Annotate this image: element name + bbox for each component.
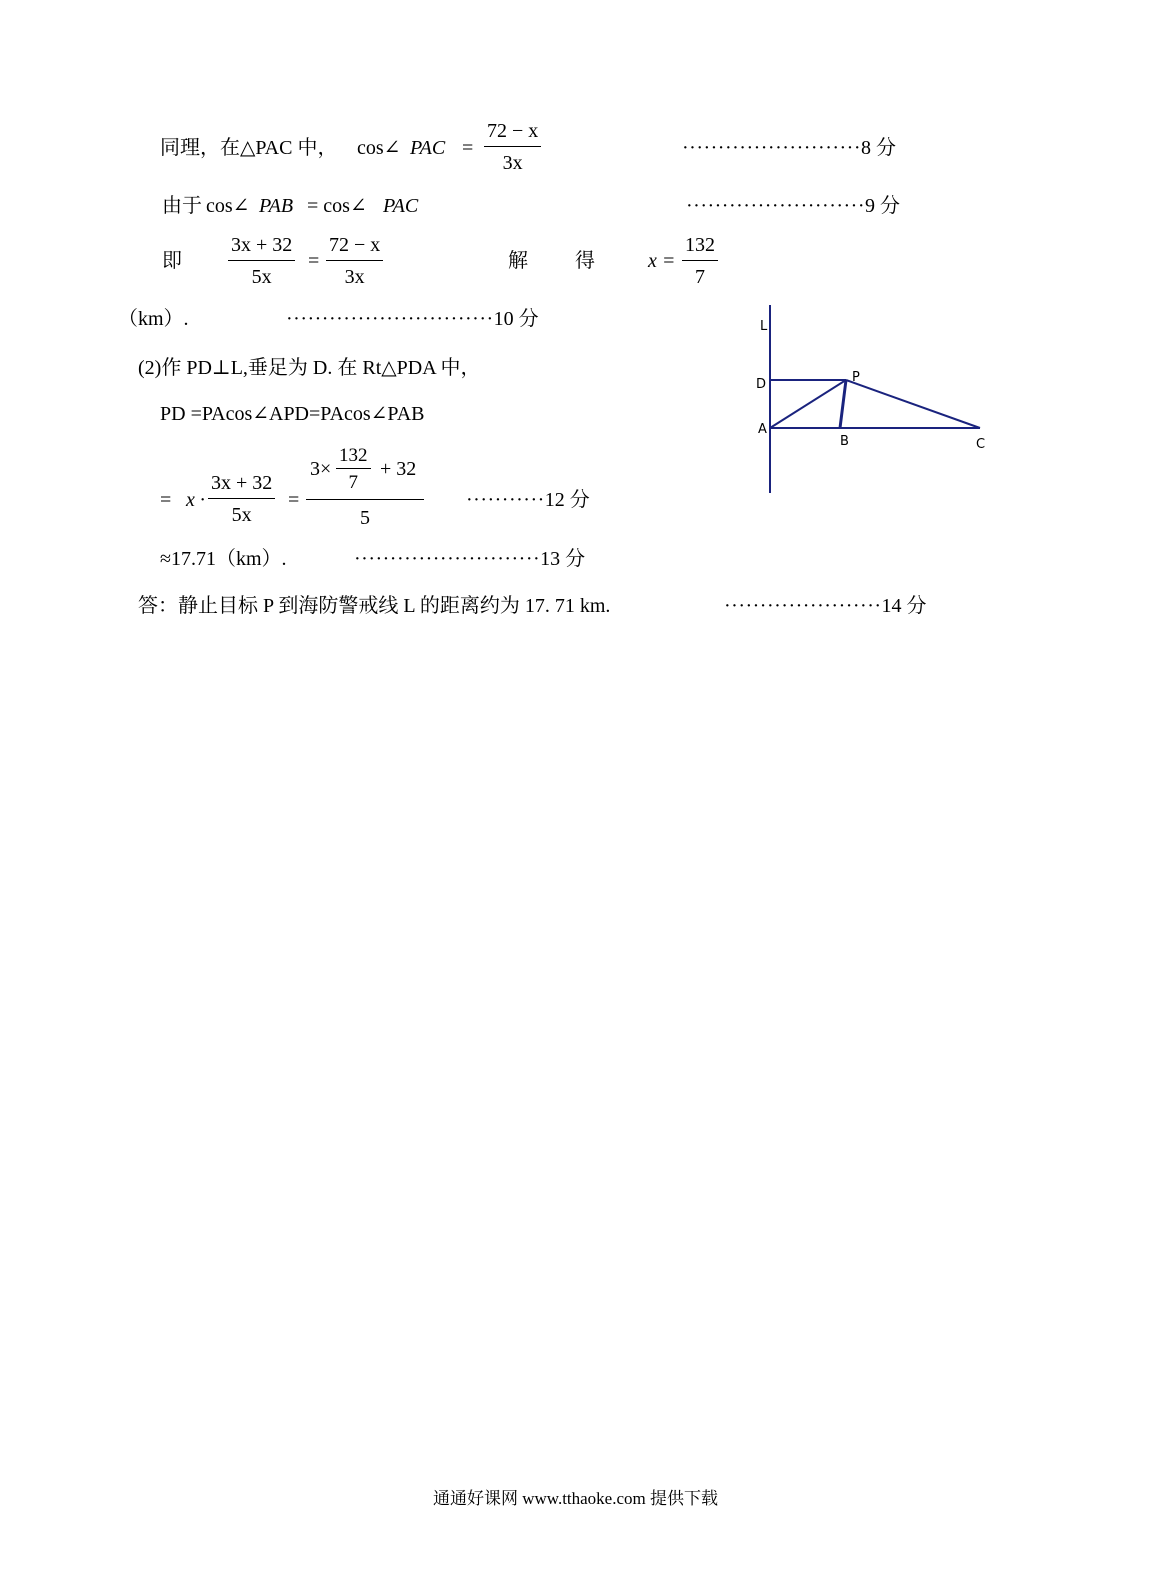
- fraction-denominator: 5: [360, 507, 370, 529]
- line1-fraction: [484, 121, 541, 173]
- line8-text: ≈17.71（km）.: [160, 548, 287, 570]
- leader-dots: ······················: [724, 595, 882, 617]
- leader-dots: ·························: [686, 195, 866, 217]
- fraction-bar: [208, 498, 275, 499]
- line7-fraction-a: [208, 473, 275, 525]
- label-C: C: [976, 437, 986, 452]
- line5-text: (2)作 PD⊥L,垂足为 D. 在 Rt△PDA 中，: [138, 357, 481, 379]
- score-label: 9 分: [865, 195, 901, 217]
- score-label: 13 分: [540, 548, 586, 570]
- leader-dots: ·························: [682, 137, 862, 159]
- line9-answer: 答：静止目标 P 到海防警戒线 L 的距离约为 17. 71 km.: [138, 595, 611, 617]
- fraction-bar: [682, 260, 718, 261]
- fraction-denominator: 7: [348, 472, 358, 493]
- fraction-bar: [484, 146, 541, 147]
- leader-dots: ··························: [354, 548, 541, 570]
- line6-text: PD =PAcos∠APD=PAcos∠PAB: [160, 403, 425, 425]
- line3-equals: =: [308, 250, 320, 272]
- line2-equals-cos: = cos∠: [307, 195, 367, 217]
- fraction-denominator: 3x: [502, 152, 523, 174]
- score-label: 14 分: [881, 595, 927, 617]
- line3-de: 得: [575, 250, 595, 272]
- line2-var-b: PAC: [383, 195, 419, 217]
- nested-fraction: [336, 446, 371, 492]
- fraction-numerator: 3x + 32: [231, 234, 293, 256]
- line2-score: [686, 196, 900, 216]
- line8-score: [354, 549, 585, 569]
- fraction-numerator: 132: [339, 445, 368, 466]
- line1-equals: =: [462, 137, 474, 159]
- label-L: L: [760, 319, 768, 334]
- leader-dots: ···········: [466, 489, 545, 511]
- line3-fraction-a: [228, 235, 295, 287]
- segment-PB: [840, 380, 846, 428]
- line3-jie: 解: [508, 250, 528, 272]
- fraction-bar: [228, 260, 295, 261]
- segment-PC: [846, 380, 980, 428]
- line2-prefix: 由于: [162, 195, 202, 217]
- line1-score: [682, 138, 896, 158]
- line2-cos-a: cos∠: [206, 195, 250, 217]
- label-D: D: [756, 377, 767, 392]
- label-A: A: [758, 422, 767, 437]
- fraction-bar: [306, 499, 424, 500]
- score-label: 10 分: [493, 308, 539, 330]
- line3-fraction-b: [326, 235, 383, 287]
- fraction-numerator: 72 − x: [329, 234, 381, 256]
- line3-ji: 即: [162, 250, 182, 272]
- line7-equals-2: =: [288, 489, 300, 511]
- line4-score: [286, 309, 539, 329]
- line7-x: x ·: [186, 489, 205, 511]
- line1-prefix: 同理，在△PAC 中，: [160, 137, 338, 159]
- line1-var: PAC: [410, 137, 446, 159]
- page-footer: 通通好课网 www.tthaoke.com 提供下载: [432, 1489, 719, 1508]
- geometry-figure: [740, 295, 1000, 500]
- fraction-numerator: 72 − x: [487, 120, 539, 142]
- fraction-denominator: 5x: [251, 266, 272, 288]
- line3-x: x =: [648, 250, 676, 272]
- fraction-denominator: 7: [695, 266, 705, 288]
- line7-fraction-b: [306, 446, 426, 532]
- line1-cos: cos∠: [357, 137, 401, 159]
- segment-AP: [770, 380, 846, 428]
- fraction-numerator: 3x + 32: [211, 472, 273, 494]
- compound-numerator-prefix: 3×: [310, 458, 332, 480]
- fraction-denominator: 5x: [231, 504, 252, 526]
- line4-unit: （km）.: [118, 308, 189, 330]
- score-label: 8 分: [861, 137, 897, 159]
- fraction-bar: [336, 468, 371, 469]
- line3-fraction-c: [682, 235, 718, 287]
- fraction-denominator: 3x: [344, 266, 365, 288]
- compound-numerator-suffix: + 32: [380, 458, 417, 480]
- line2-var-a: PAB: [259, 195, 294, 217]
- label-B: B: [840, 434, 849, 449]
- line7-score: [466, 490, 590, 510]
- line7-equals: =: [160, 489, 172, 511]
- label-P: P: [852, 370, 860, 385]
- score-label: 12 分: [544, 489, 590, 511]
- fraction-numerator: 132: [685, 234, 715, 256]
- leader-dots: ·····························: [286, 308, 494, 330]
- fraction-bar: [326, 260, 383, 261]
- line9-score: [724, 596, 927, 616]
